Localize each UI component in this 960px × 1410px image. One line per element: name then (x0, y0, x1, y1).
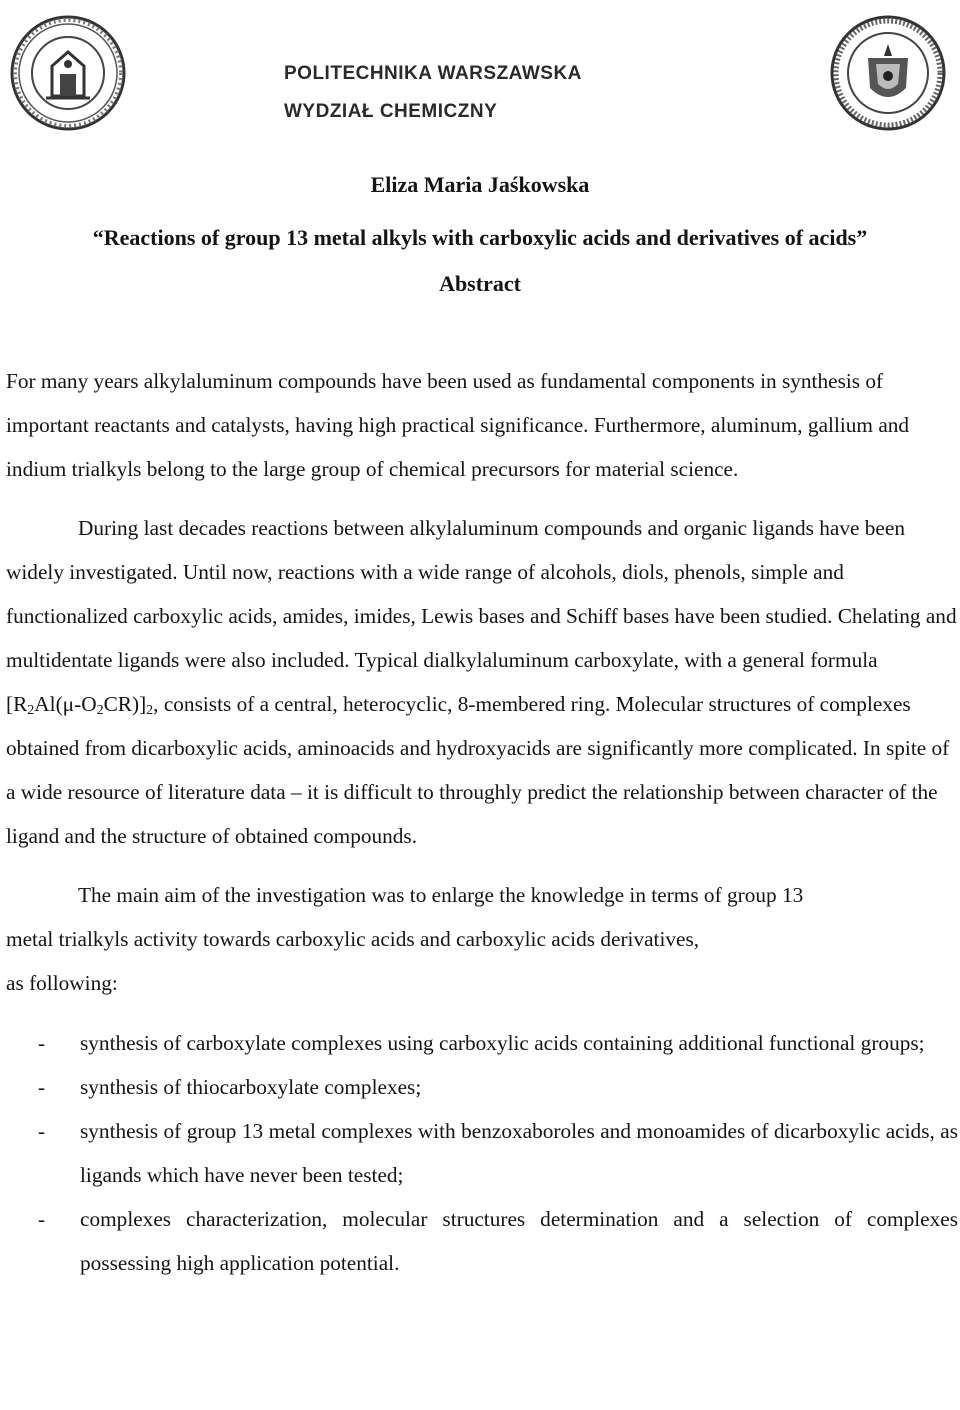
title-block (0, 170, 960, 299)
aims-list-item: - synthesis of group 13 metal complexes with benzoxaboroles and monoamides of dicarboxylic acids, as ligands which have never been tested; (6, 1109, 958, 1197)
chemical-formula (6, 692, 153, 716)
formula-part-a: [R (6, 692, 28, 716)
paragraph-intro: For many years alkylaluminum compounds have been used as fundamental components in synthesis of important reactants and catalysts, having high practical significance. Furthermore, aluminum, gallium and indium trialkyls belong to the large group of chemical precursors for material science. (6, 369, 910, 481)
paragraph-background (6, 506, 958, 858)
author-name: Eliza Maria Jaśkowska (370, 172, 590, 197)
abstract-heading: Abstract (439, 271, 521, 296)
formula-part-b: Al(μ-O (34, 692, 97, 716)
aims-list-item: - complexes characterization, molecular structures determination and a selection of complexes possessing high application potential. (6, 1197, 958, 1285)
formula-subscript-3: 2 (146, 703, 154, 718)
faculty-name: WYDZIAŁ CHEMICZNY (284, 101, 498, 122)
institution-header (284, 62, 664, 124)
paragraph-aim-line-3: as following: (6, 971, 118, 995)
abstract-body (6, 359, 958, 1285)
formula-subscript-2: 2 (96, 703, 104, 718)
paragraph-background-text-b: , consists of a central, heterocyclic, 8-membered ring. Molecular structures of complexes obtained from dicarboxylic acids, aminoacids and hydroxyacids are significantly more complicated. In spite of a wide resource of literature data – it is difficult to throughly predict the relationship between character of the ligand and the structure of obtained compounds. (6, 692, 950, 848)
paragraph-aim (6, 873, 958, 1005)
aims-list-item: - synthesis of thiocarboxylate complexes; (6, 1065, 958, 1109)
university-seal-logo (8, 14, 128, 132)
aims-list-item: - synthesis of carboxylate complexes using carboxylic acids containing additional functional groups; (6, 1021, 958, 1065)
paragraph-aim-line-2: metal trialkyls activity towards carboxylic acids and carboxylic acids derivatives, (6, 927, 700, 951)
university-name: POLITECHNIKA WARSZAWSKA (284, 63, 582, 84)
formula-part-c: CR)] (103, 692, 147, 716)
faculty-seal-logo (828, 14, 948, 132)
paragraph-aim-line-1: The main aim of the investigation was to enlarge the knowledge in terms of group 13 (78, 883, 804, 907)
formula-subscript-1: 2 (27, 703, 35, 718)
paragraph-background-text-a: During last decades reactions between alkylaluminum compounds and organic ligands have been widely investigated. Until now, reactions with a wide range of alcohols, diols, phenols, simple and functionalized carboxylic acids, amides, imides, Lewis bases and Schiff bases have been studied. Chelating and multidentate ligands were also included. Typical dialkylaluminum carboxylate, with a general formula (6, 516, 957, 672)
aims-list (6, 1021, 958, 1285)
thesis-title: “Reactions of group 13 metal alkyls with carboxylic acids and derivatives of acids” (92, 225, 868, 250)
